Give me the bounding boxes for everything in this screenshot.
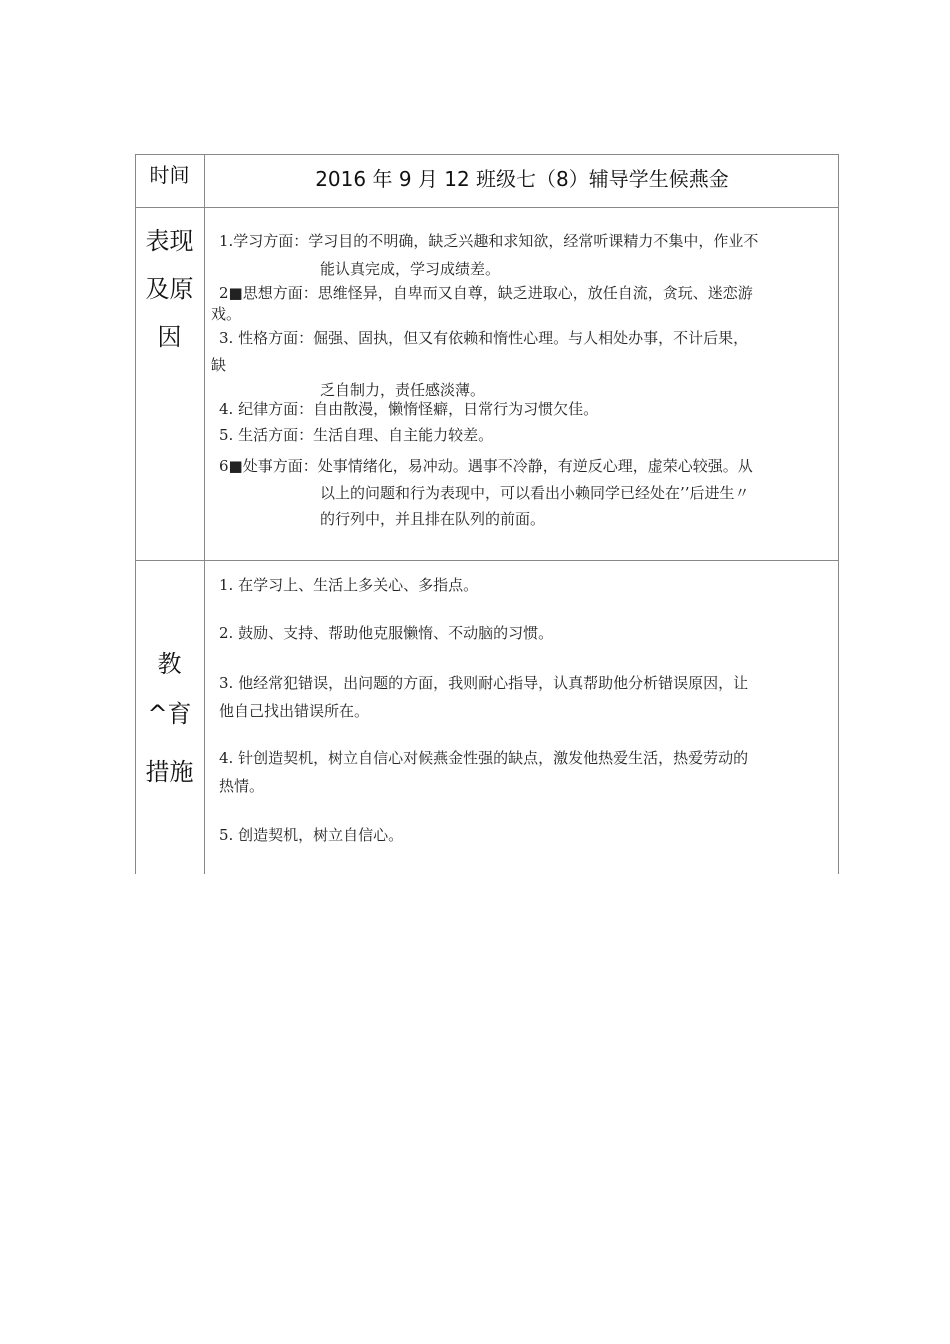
behavior-cause-label-1: 表现 (145, 227, 194, 255)
behavior-line: 2■思想方面：思维怪异，自卑而又自尊，缺乏进取心，放任自流，贪玩、迷恋游 (219, 284, 753, 302)
record-title (205, 163, 839, 192)
behavior-line: 以上的问题和行为表现中，可以看出小赖同学已经处在’’后进生〃 (320, 484, 750, 502)
table-border-row2 (135, 560, 839, 561)
time-label: 时间 (149, 163, 190, 187)
behavior-line: 3. 性格方面：倔强、固执，但又有依赖和惰性心理。与人相处办事，不计后果， (219, 329, 749, 347)
student-name: 候燕金 (668, 167, 729, 191)
table-border-top (135, 154, 839, 155)
record-title-main: 2016 年 9 月 12 班级七（8）辅导学生 (315, 167, 669, 191)
behavior-line: 6■处事方面：处事情绪化，易冲动。遇事不冷静，有逆反心理，虚荣心较强。从 (219, 457, 753, 475)
behavior-line: 4. 纪律方面：自由散漫，懒惰怪癖，日常行为习惯欠佳。 (219, 400, 599, 418)
measure-line: 5. 创造契机，树立自信心。 (219, 826, 404, 844)
behavior-line: 的行列中，并且排在队列的前面。 (320, 510, 546, 528)
measure-line: 3. 他经常犯错误，出问题的方面，我则耐心指导，认真帮助他分析错误原因，让 (219, 674, 749, 692)
measure-line: 2. 鼓励、支持、帮助他克服懒惰、不动脑的习惯。 (219, 624, 554, 642)
tutoring-record-table (135, 154, 839, 874)
behavior-line: 1.学习方面：学习目的不明确，缺乏兴趣和求知欲，经常听课精力不集中，作业不 (219, 232, 759, 250)
behavior-line: 缺 (211, 356, 227, 374)
measure-line: 他自己找出错误所在。 (219, 702, 370, 720)
behavior-line: 能认真完成，学习成绩差。 (320, 260, 501, 278)
measure-line: 1. 在学习上、生活上多关心、多指点。 (219, 576, 479, 594)
measure-line: 4. 针创造契机，树立自信心对候燕金性强的缺点，激发他热爱生活，热爱劳动的 (219, 749, 749, 767)
behavior-line: 5. 生活方面：生活自理、自主能力较差。 (219, 426, 494, 444)
education-measures-label-1: 教 (157, 650, 182, 678)
behavior-cause-label-3: 因 (157, 323, 182, 351)
education-measures-label-2: ^育 (147, 700, 192, 728)
behavior-line: 乏自制力，责任感淡薄。 (320, 381, 486, 399)
education-measures-label-3: 措施 (145, 758, 194, 786)
table-border-right (838, 154, 839, 874)
table-border-divider (204, 154, 205, 874)
behavior-cause-label-2: 及原 (145, 275, 194, 303)
table-border-row1 (135, 207, 839, 208)
behavior-line: 戏。 (211, 305, 242, 323)
measure-line: 热情。 (219, 777, 265, 795)
